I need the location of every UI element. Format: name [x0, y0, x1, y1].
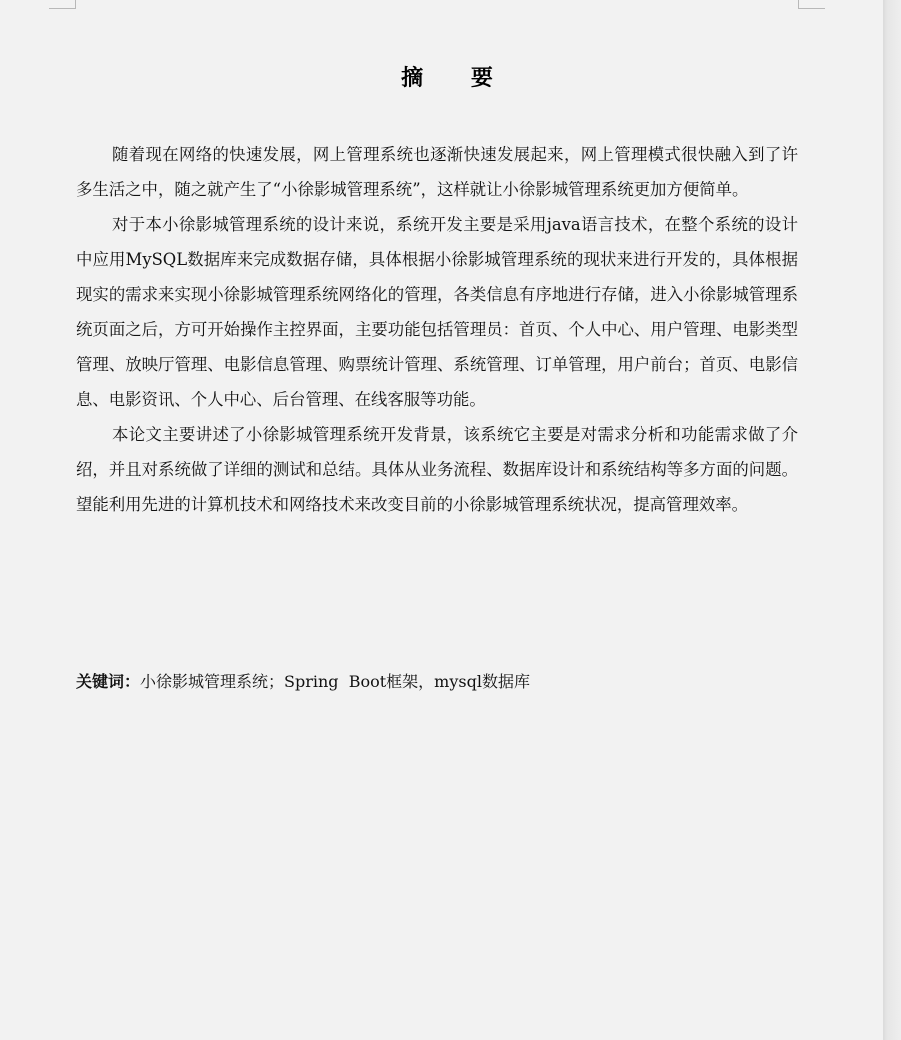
abstract-paragraph-2: 对于本小徐影城管理系统的设计来说，系统开发主要是采用java语言技术，在整个系统的设计中应用MySQL数据库来完成数据存储，具体根据小徐影城管理系统的现状来进行开发的，具体根据现实的需求来实现小徐影城管理系统网络化的管理，各类信息有序地进行存储，进入小徐影城管理系统页面之后，方可开始操作主控界面，主要功能包括管理员：首页、个人中心、用户管理、电影类型管理、放映厅管理、电影信息管理、购票统计管理、系统管理、订单管理，用户前台；首页、电影信息、电影资讯、个人中心、后台管理、在线客服等功能。: [76, 215, 798, 409]
keywords-text: 小徐影城管理系统；Spring Boot框架，mysql数据库: [140, 672, 530, 691]
corner-mark-top-right-horizontal: [798, 8, 825, 9]
abstract-paragraph-3: 本论文主要讲述了小徐影城管理系统开发背景，该系统它主要是对需求分析和功能需求做了介绍，并且对系统做了详细的测试和总结。具体从业务流程、数据库设计和系统结构等多方面的问题。望能利用先进的计算机技术和网络技术来改变目前的小徐影城管理系统状况，提高管理效率。: [76, 425, 798, 514]
window-scroll-gutter: [883, 0, 901, 1040]
corner-mark-top-left-horizontal: [49, 8, 76, 9]
abstract-paragraph-1: 随着现在网络的快速发展，网上管理系统也逐渐快速发展起来，网上管理模式很快融入到了许多生活之中，随之就产生了“小徐影城管理系统”，这样就让小徐影城管理系统更加方便简单。: [76, 145, 798, 199]
abstract-title: 摘 要: [401, 66, 513, 91]
keywords-line: [76, 665, 798, 699]
keywords-label: 关键词：: [76, 672, 141, 691]
abstract-body: [76, 137, 798, 522]
